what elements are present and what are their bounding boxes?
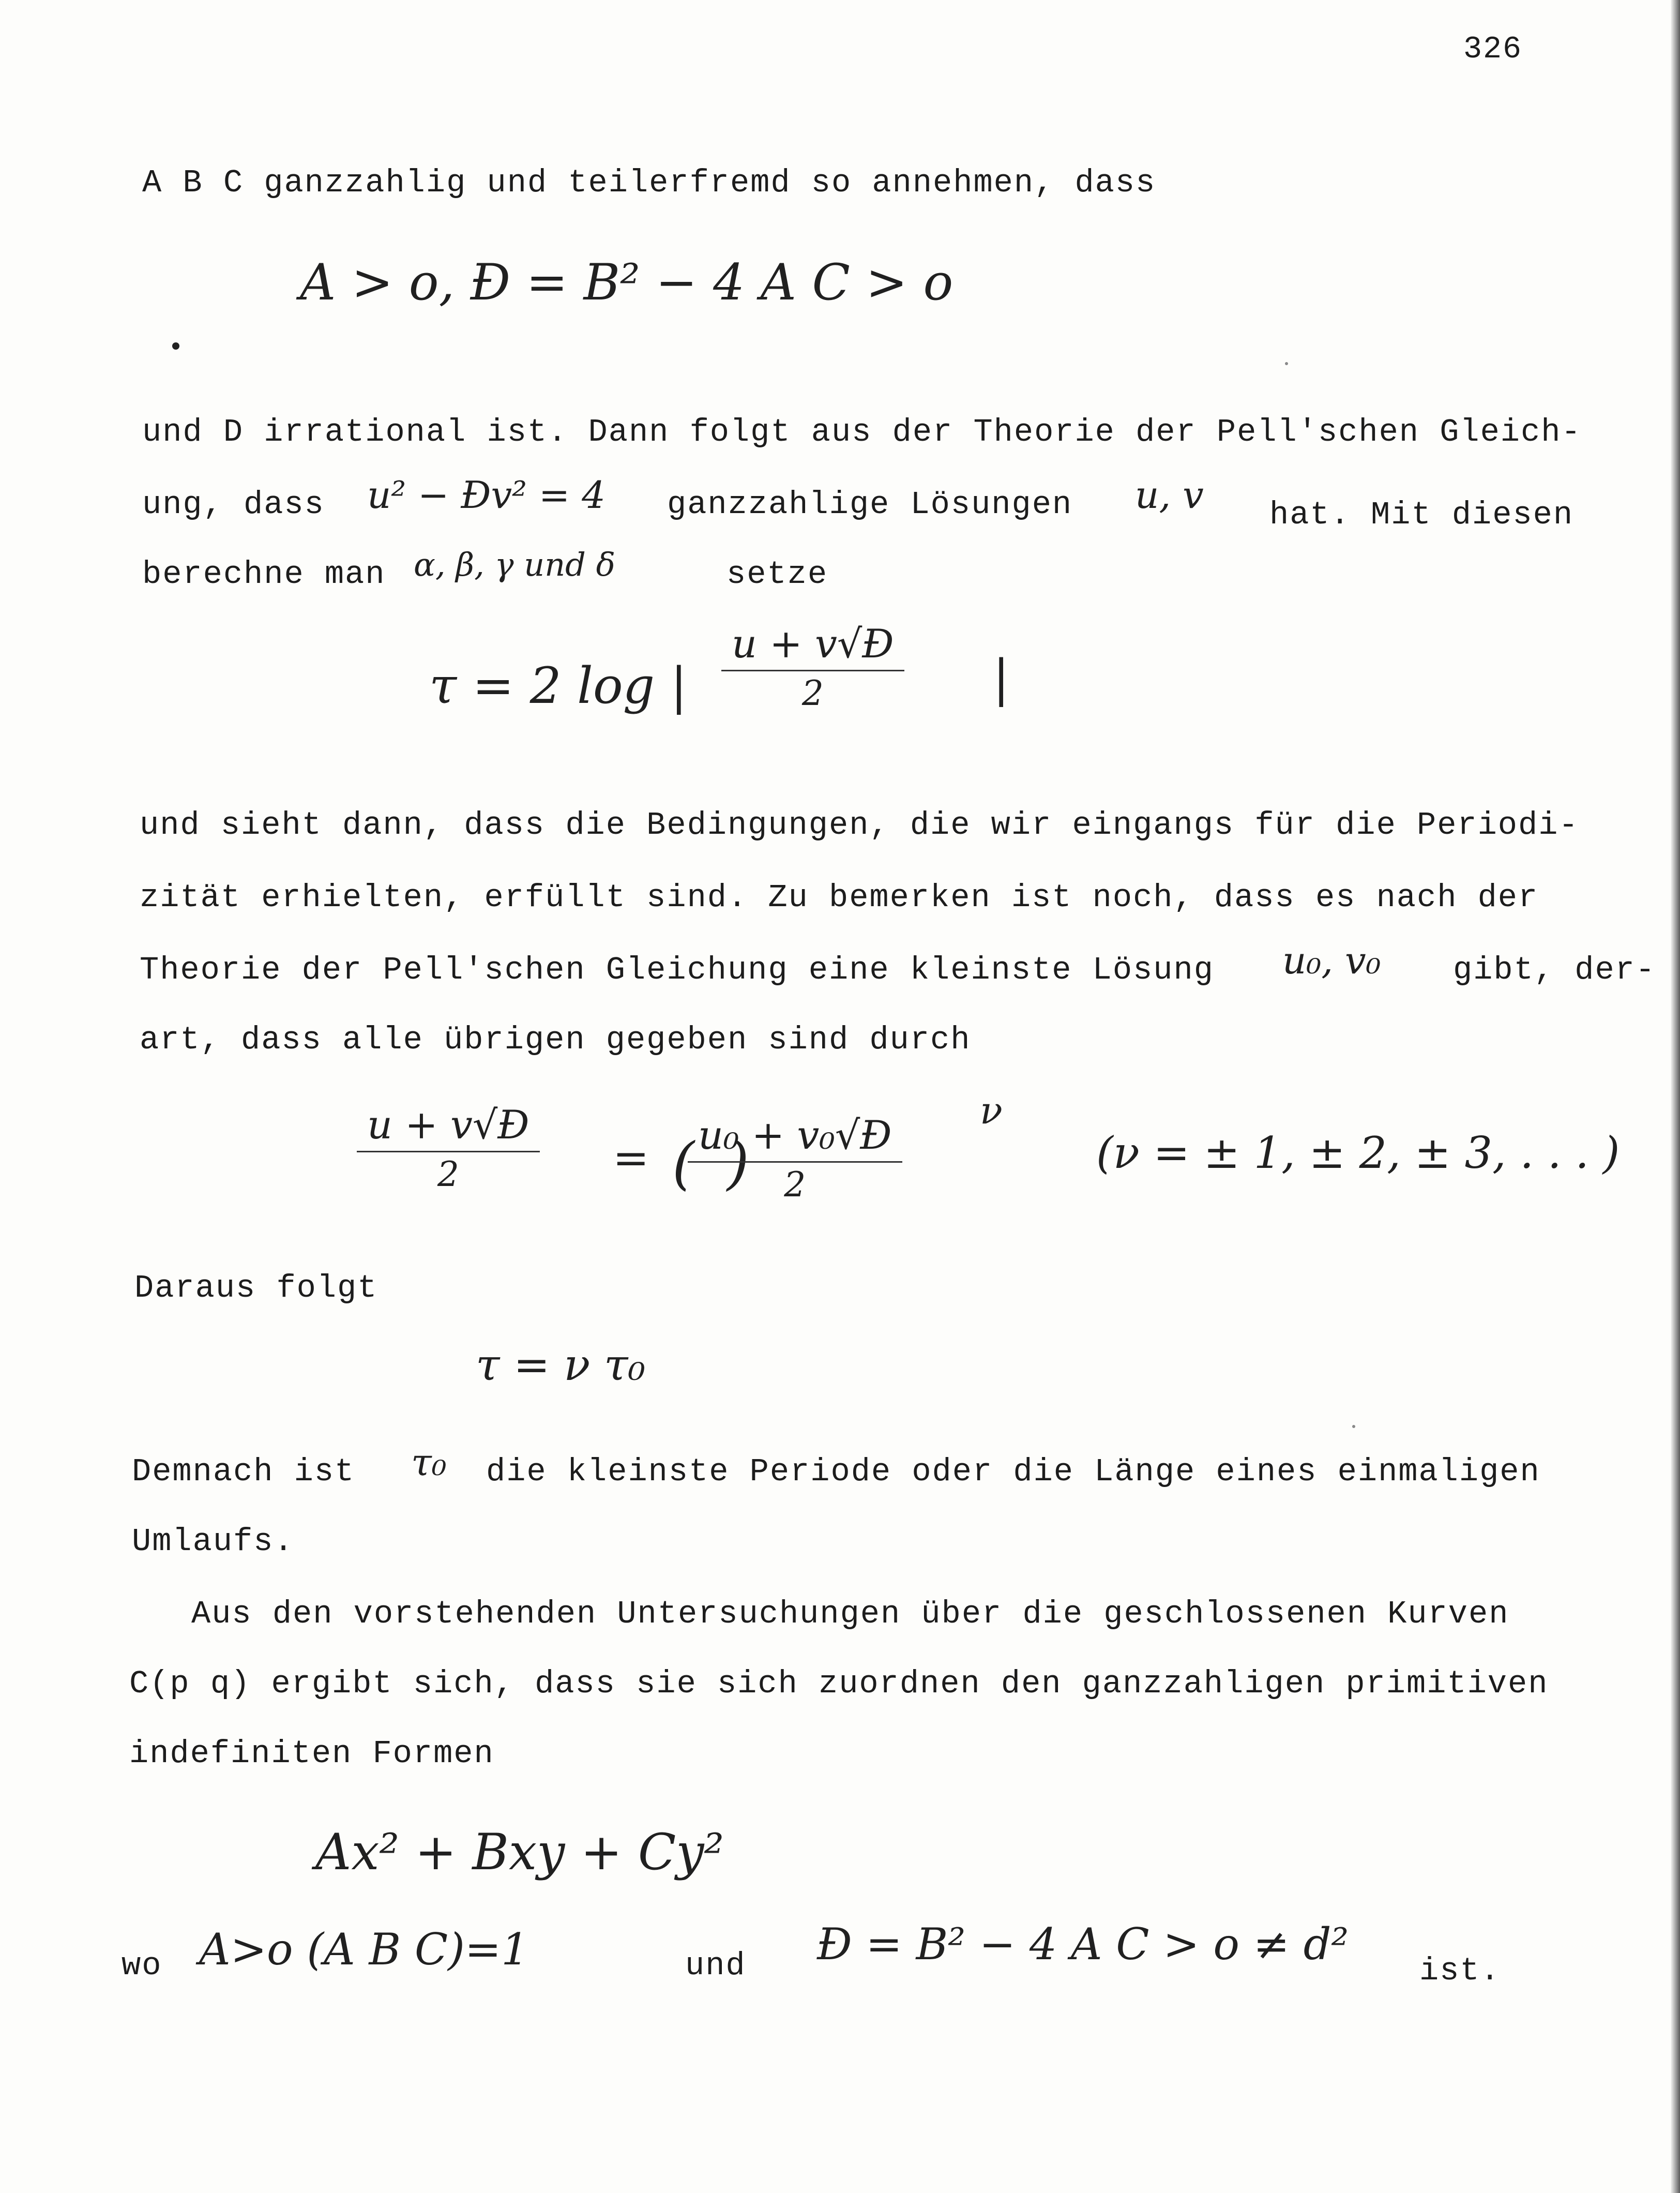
formula-power-right-numerator: u₀ + v₀√Ð	[688, 1112, 902, 1163]
line-3b: ganzzahlige Lösungen	[667, 486, 1073, 523]
line-14: indefiniten Formen	[129, 1735, 494, 1772]
ink-speck	[1285, 362, 1288, 365]
line-3a: ung, dass	[142, 486, 325, 523]
formula-tau-denominator: 2	[801, 673, 824, 713]
ink-dot	[172, 342, 179, 350]
line-15c: ist.	[1419, 1952, 1501, 1989]
formula-nonsquare-discriminant: Ð = B² − 4 A C > o ≠ d²	[817, 1919, 1349, 1970]
formula-tau-numerator: u + v√Ð	[721, 621, 904, 671]
formula-tau-left: τ = 2 log |	[429, 657, 687, 715]
line-10b: die kleinste Periode oder die Länge eines einmaligen	[486, 1453, 1540, 1490]
formula-tau-fraction	[721, 621, 904, 713]
formula-power-left	[357, 1102, 540, 1194]
line-7b: gibt, der-	[1453, 952, 1656, 988]
line-11: Umlaufs.	[132, 1523, 294, 1560]
formula-u0-v0: u₀, v₀	[1282, 939, 1381, 982]
formula-pell-equation: u² − Ðv² = 4	[367, 473, 606, 517]
formula-primitive-condition: A>o (A B C)=1	[199, 1924, 529, 1975]
formula-power-equals: =	[613, 1133, 649, 1183]
line-1: A B C ganzzahlig und teilerfremd so annehmen, dass	[142, 164, 1156, 201]
line-2: und D irrational ist. Dann folgt aus der Theorie der Pell'schen Gleich-	[142, 414, 1582, 450]
line-15a: wo	[122, 1947, 162, 1984]
line-4a: berechne man	[142, 556, 386, 593]
line-9: Daraus folgt	[134, 1270, 378, 1306]
formula-greek-coeffs: α, β, γ und δ	[414, 546, 615, 583]
line-7a: Theorie der Pell'schen Gleichung eine kleinste Lösung	[140, 952, 1214, 988]
formula-tau-multiple: τ = ν τ₀	[476, 1340, 646, 1390]
line-12: Aus den vorstehenden Untersuchungen über die geschlossenen Kurven	[191, 1596, 1509, 1632]
formula-power-exponent: ν	[980, 1089, 1003, 1132]
line-5: und sieht dann, dass die Bedingungen, die wir eingangs für die Periodi-	[140, 807, 1579, 844]
line-10a: Demnach ist	[132, 1453, 355, 1490]
line-15b: und	[685, 1947, 746, 1984]
formula-discriminant: A > o, Ð = B² − 4 A C > o	[300, 253, 953, 311]
formula-power-left-denominator: 2	[437, 1154, 459, 1194]
ink-speck	[1352, 1425, 1355, 1428]
formula-quadratic-form: Ax² + Bxy + Cy²	[315, 1823, 724, 1881]
formula-tau-zero: τ₀	[411, 1440, 447, 1484]
scan-edge-shadow	[1671, 0, 1680, 2193]
formula-tau-right: |	[993, 649, 1010, 707]
formula-power-right-denominator: 2	[784, 1165, 806, 1205]
formula-u-v: u, v	[1135, 473, 1204, 517]
line-4b: setze	[727, 556, 828, 593]
formula-power-left-numerator: u + v√Ð	[357, 1102, 540, 1152]
line-6: zität erhielten, erfüllt sind. Zu bemerken ist noch, dass es nach der	[140, 879, 1539, 916]
line-8: art, dass alle übrigen gegeben sind durch	[140, 1022, 971, 1058]
line-13: C(p q) ergibt sich, dass sie sich zuordnen den ganzzahligen primitiven	[129, 1665, 1549, 1702]
formula-power-range: (ν = ± 1, ± 2, ± 3, . . . )	[1096, 1128, 1620, 1178]
formula-power-right	[688, 1112, 902, 1205]
formula-power-paren: ( )	[672, 1130, 756, 1196]
page-number: 326	[1463, 32, 1523, 67]
line-3c: hat. Mit diesen	[1269, 497, 1574, 533]
